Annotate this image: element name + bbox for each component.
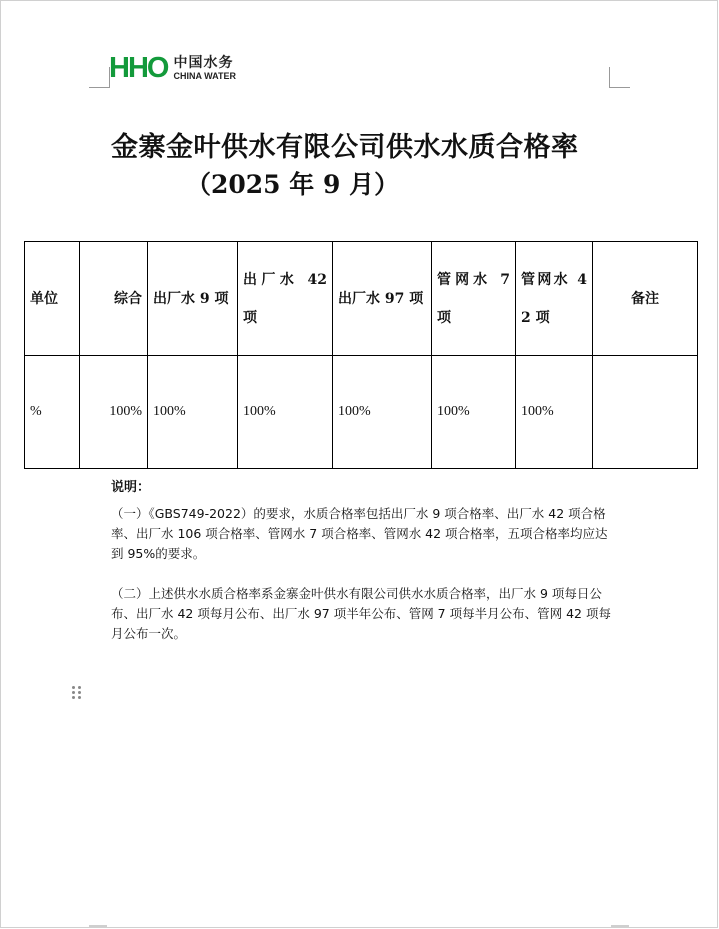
quality-rate-table	[24, 241, 698, 469]
note-paragraph-1: （一）《GBS749-2022）的要求，水质合格率包括出厂水 9 项合格率、出厂水 42 项合格率、出厂水 106 项合格率、管网水 7 项合格率、管网水 42 项合格率，五项合格率均应达到 95%的要求。	[111, 506, 608, 561]
header-cell: 综合	[80, 242, 148, 356]
data-cell: 100%	[238, 356, 333, 469]
data-cell: %	[25, 356, 80, 469]
logo-mark: HHO	[109, 52, 168, 84]
header-cell: 管网水 42 项	[516, 242, 593, 356]
header-cell: 出厂水 97 项	[333, 242, 432, 356]
header-cell: 备注	[593, 242, 698, 356]
logo-name-cn: 中国水务	[173, 54, 234, 71]
data-cell: 100%	[432, 356, 516, 469]
data-cell: 100%	[516, 356, 593, 469]
logo-name-en: CHINA WATER	[173, 70, 236, 81]
header-cell: 管网水 7 项	[432, 242, 516, 356]
company-logo	[109, 53, 236, 83]
data-cell: 100%	[148, 356, 238, 469]
title-line-1: 金寨金叶供水有限公司供水水质合格率	[111, 132, 579, 163]
header-cell: 单位	[25, 242, 80, 356]
data-cell	[593, 356, 698, 469]
logo-text	[173, 56, 236, 81]
crop-mark-top-right	[609, 67, 630, 88]
table-row	[25, 356, 698, 469]
title-line-2: （2025 年 9 月）	[186, 170, 400, 199]
note-paragraph-2: （二）上述供水水质合格率系金寨金叶供水有限公司供水水质合格率，出厂水 9 项每日公布、出厂水 42 项每月公布、出厂水 97 项半年公布、管网 7 项每半月公布、管网 42 项每月公布一次。	[111, 586, 611, 641]
crop-mark-top-left	[89, 67, 110, 88]
header-cell: 出厂水 42 项	[238, 242, 333, 356]
data-cell: 100%	[80, 356, 148, 469]
header-cell: 出厂水 9 项	[148, 242, 238, 356]
drag-handle-icon[interactable]	[72, 686, 82, 700]
page-edge-mark-left	[89, 925, 107, 927]
page-edge-mark-right	[611, 925, 629, 927]
notes-section	[111, 478, 611, 664]
table-header-row	[25, 242, 698, 356]
data-cell: 100%	[333, 356, 432, 469]
notes-title: 说明：	[111, 480, 151, 495]
